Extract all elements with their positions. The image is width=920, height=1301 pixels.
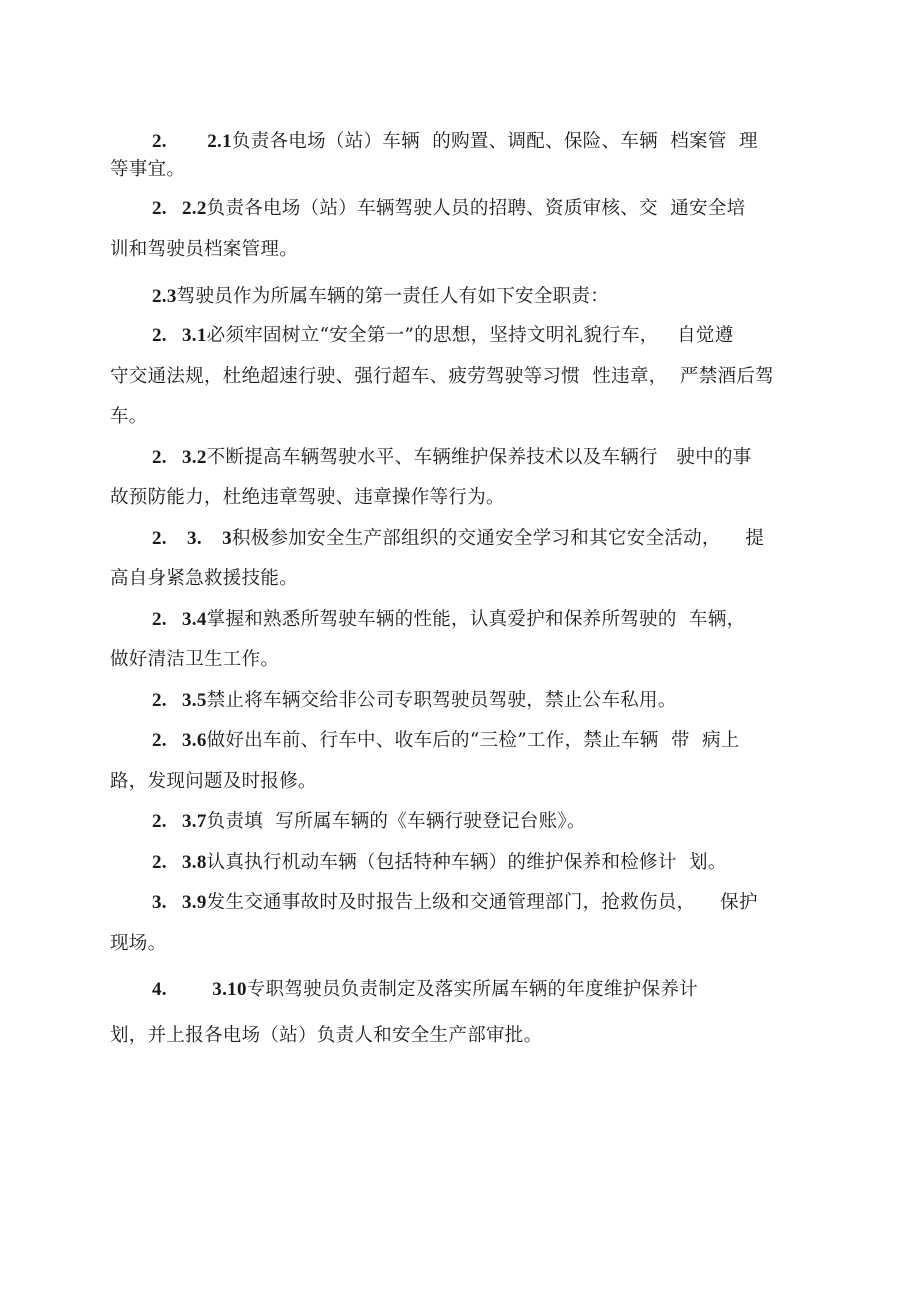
line-text: 积极参加安全生产部组织的交通安全学习和其它安全活动， 提: [231, 528, 765, 549]
paragraph-line: [110, 567, 800, 591]
line-text: 负责各电场（站）车辆驾驶人员的招聘、资质审核、交 通安全培: [206, 198, 746, 219]
line-text: 认真执行机动车辆（包括特种车辆）的维护保养和检修计 划。: [206, 852, 727, 873]
paragraph-line: [152, 978, 800, 1002]
paragraph-line: [152, 851, 800, 875]
paragraph-line: [110, 238, 800, 262]
clause-number: 2. 3.8: [152, 852, 207, 873]
clause-number: 2. 2.2: [152, 198, 207, 219]
line-text: 做好出车前、行车中、收车后的“三检”工作，禁止车辆 带 病上: [206, 730, 740, 751]
clause-number: 2. 3.1: [152, 325, 207, 346]
paragraph-line: [152, 285, 800, 309]
line-text: 负责各电场（站）车辆 的购置、调配、保险、车辆 档案管 理: [231, 131, 758, 152]
line-text: 等事宜。: [110, 159, 186, 180]
paragraph-line: [110, 158, 800, 182]
paragraph-line: [152, 810, 800, 834]
line-text: 守交通法规，杜绝超速行驶、强行超车、疲劳驾驶等习惯 性违章， 严禁酒后驾: [110, 366, 774, 387]
paragraph-line: [152, 729, 800, 753]
clause-number: 3. 3.9: [152, 892, 207, 913]
paragraph-line: [152, 446, 800, 470]
paragraph-line: [152, 689, 800, 713]
paragraph-line: [152, 197, 800, 221]
line-text: 车。: [110, 406, 148, 427]
clause-number: 2. 3.5: [152, 690, 207, 711]
line-text: 训和驾驶员档案管理。: [110, 239, 299, 260]
paragraph-line: [152, 891, 800, 915]
paragraph-line: [110, 648, 800, 672]
line-text: 必须牢固树立“安全第一”的思想，坚持文明礼貌行车， 自觉遵: [206, 325, 734, 346]
paragraph-line: [152, 324, 800, 348]
clause-number: 4. 3.10: [152, 979, 247, 1000]
line-text: 故预防能力，杜绝违章驾驶、违章操作等行为。: [110, 487, 505, 508]
line-text: 专职驾驶员负责制定及落实所属车辆的年度维护保养计: [246, 979, 698, 1000]
paragraph-line: [110, 486, 800, 510]
line-text: 发生交通事故时及时报告上级和交通管理部门，抢救伤员， 保护: [206, 892, 758, 913]
line-text: 高自身紧急救援技能。: [110, 568, 299, 589]
clause-number: 2. 2.1: [152, 131, 232, 152]
line-text: 现场。: [110, 933, 167, 954]
line-text: 驾驶员作为所属车辆的第一责任人有如下安全职责：: [176, 286, 610, 307]
paragraph-line: [110, 365, 800, 389]
paragraph-line: [152, 608, 800, 632]
line-text: 划，并上报各电场（站）负责人和安全生产部审批。: [110, 1025, 543, 1046]
clause-number: 2. 3.4: [152, 609, 207, 630]
paragraph-line: [152, 527, 800, 551]
paragraph-line: [110, 1024, 800, 1048]
line-text: 路，发现问题及时报修。: [110, 771, 317, 792]
paragraph-line: [110, 932, 800, 956]
line-text: 不断提高车辆驾驶水平、车辆维护保养技术以及车辆行 驶中的事: [206, 447, 752, 468]
paragraph-line: [110, 770, 800, 794]
line-text: 做好清洁卫生工作。: [110, 649, 280, 670]
paragraph-line: [152, 130, 800, 154]
clause-number: 2.3: [152, 286, 177, 307]
line-text: 掌握和熟悉所驾驶车辆的性能，认真爱护和保养所驾驶的 车辆，: [206, 609, 746, 630]
paragraph-line: [110, 405, 800, 429]
clause-number: 2. 3.2: [152, 447, 207, 468]
clause-number: 2. 3.7: [152, 811, 207, 832]
line-text: 负责填 写所属车辆的《车辆行驶登记台账》。: [206, 811, 586, 832]
clause-number: 2. 3. 3: [152, 528, 232, 549]
line-text: 禁止将车辆交给非公司专职驾驶员驾驶，禁止公车私用。: [206, 690, 677, 711]
clause-number: 2. 3.6: [152, 730, 207, 751]
